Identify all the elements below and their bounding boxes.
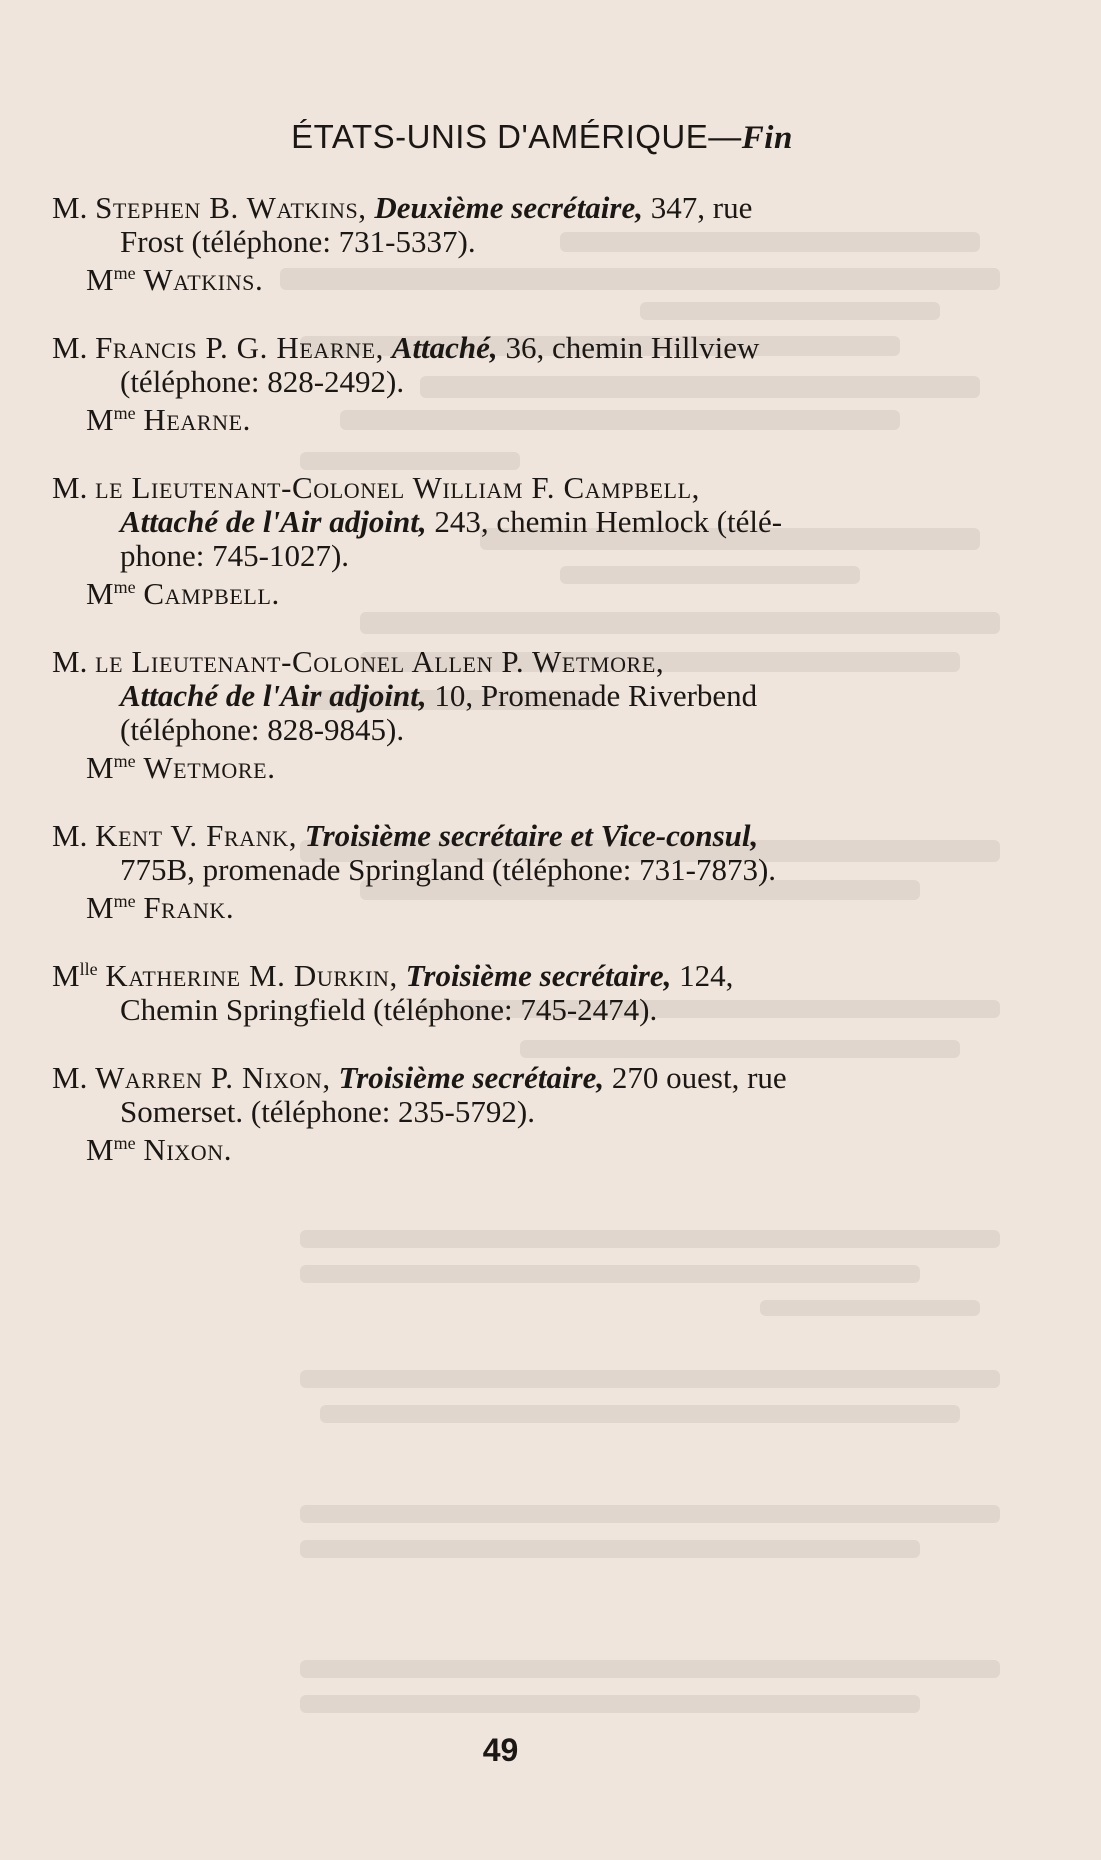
spouse-sup: me xyxy=(113,891,136,911)
spouse-name: Nixon. xyxy=(143,1132,233,1167)
entry-address: 124, xyxy=(671,958,734,993)
entry-name: Warren P. Nixon, xyxy=(95,1060,331,1095)
running-head-suffix: Fin xyxy=(741,120,793,156)
entry-continuation: (téléphone: 828-9845). xyxy=(120,712,405,747)
entry-honorific: M. xyxy=(52,470,88,505)
directory-entry xyxy=(52,471,972,611)
entry-continuation: Chemin Springfield (téléphone: 745-2474). xyxy=(120,992,658,1027)
entry-spouse xyxy=(52,891,972,925)
spouse-name: Watkins. xyxy=(143,262,264,297)
entry-honorific: M. xyxy=(52,818,88,853)
entry-name: le Lieutenant-Colonel William F. Campbell, xyxy=(95,470,700,505)
entry-continuation: 775B, promenade Springland (téléphone: 731-7873). xyxy=(120,852,777,887)
entry-first-line xyxy=(52,191,972,225)
entry-first-line xyxy=(52,331,972,365)
entry-title: Troisième secrétaire, xyxy=(405,958,672,993)
entry-spouse xyxy=(52,751,972,785)
running-head-title: ÉTATS-UNIS D'AMÉRIQUE— xyxy=(291,118,742,155)
directory-entry xyxy=(52,191,972,297)
entry-first-line xyxy=(52,819,972,853)
entry-address: 270 ouest, rue xyxy=(604,1060,787,1095)
directory-entry xyxy=(52,331,972,437)
entry-name: Francis P. G. Hearne, xyxy=(95,330,385,365)
spouse-prefix: M xyxy=(86,402,114,437)
entry-title: Troisième secrétaire, xyxy=(338,1060,605,1095)
spouse-name: Frank. xyxy=(143,890,235,925)
entry-title-line xyxy=(52,505,972,539)
entry-name: Stephen B. Watkins, xyxy=(95,190,367,225)
entry-honorific: M. xyxy=(52,190,88,225)
spouse-prefix: M xyxy=(86,262,114,297)
spouse-sup: me xyxy=(113,751,136,771)
spouse-name: Hearne. xyxy=(143,402,251,437)
spouse-sup: me xyxy=(113,1133,136,1153)
spouse-sup: me xyxy=(113,403,136,423)
entry-address: 347, rue xyxy=(643,190,753,225)
entry-continuation: phone: 745-1027). xyxy=(120,538,350,573)
entry-honorific-sup: lle xyxy=(79,959,98,979)
running-head xyxy=(112,118,972,157)
entry-spouse xyxy=(52,403,972,437)
entry-title: Attaché, xyxy=(391,330,498,365)
entry-spouse xyxy=(52,263,972,297)
spouse-prefix: M xyxy=(86,1132,114,1167)
spouse-sup: me xyxy=(113,577,136,597)
spouse-name: Wetmore. xyxy=(143,750,276,785)
entry-spouse xyxy=(52,1133,972,1167)
entry-address: 10, Promenade Riverbend xyxy=(426,678,758,713)
spouse-name: Campbell. xyxy=(143,576,280,611)
entry-address: 36, chemin Hillview xyxy=(497,330,760,365)
spouse-prefix: M xyxy=(86,890,114,925)
entry-first-line xyxy=(52,645,972,679)
entry-first-line xyxy=(52,959,972,993)
entry-title: Attaché de l'Air adjoint, xyxy=(120,504,427,539)
directory-entry xyxy=(52,959,972,1027)
page-content xyxy=(52,118,972,1201)
directory-entry xyxy=(52,645,972,785)
entry-title: Attaché de l'Air adjoint, xyxy=(120,678,427,713)
entry-honorific: M. xyxy=(52,330,88,365)
directory-entry xyxy=(52,819,972,925)
entry-first-line xyxy=(52,471,972,505)
entry-title: Deuxième secrétaire, xyxy=(374,190,643,225)
entry-title: Troisième secrétaire et Vice-consul, xyxy=(304,818,759,853)
entry-first-line xyxy=(52,1061,972,1095)
entry-address: 243, chemin Hemlock (télé- xyxy=(426,504,783,539)
entry-name: Kent V. Frank, xyxy=(95,818,298,853)
entry-continuation: Frost (téléphone: 731-5337). xyxy=(120,224,476,259)
spouse-prefix: M xyxy=(86,576,114,611)
entry-name: le Lieutenant-Colonel Allen P. Wetmore, xyxy=(95,644,665,679)
entry-honorific: M. xyxy=(52,644,88,679)
entry-name: Katherine M. Durkin, xyxy=(105,958,398,993)
entry-spouse xyxy=(52,577,972,611)
entry-continuation: (téléphone: 828-2492). xyxy=(120,364,405,399)
entry-honorific: M xyxy=(52,958,80,993)
entry-title-line xyxy=(52,679,972,713)
entry-honorific: M. xyxy=(52,1060,88,1095)
directory-entry xyxy=(52,1061,972,1167)
entry-continuation: Somerset. (téléphone: 235-5792). xyxy=(120,1094,535,1129)
spouse-prefix: M xyxy=(86,750,114,785)
spouse-sup: me xyxy=(113,263,136,283)
page-number: 49 xyxy=(482,1732,519,1768)
